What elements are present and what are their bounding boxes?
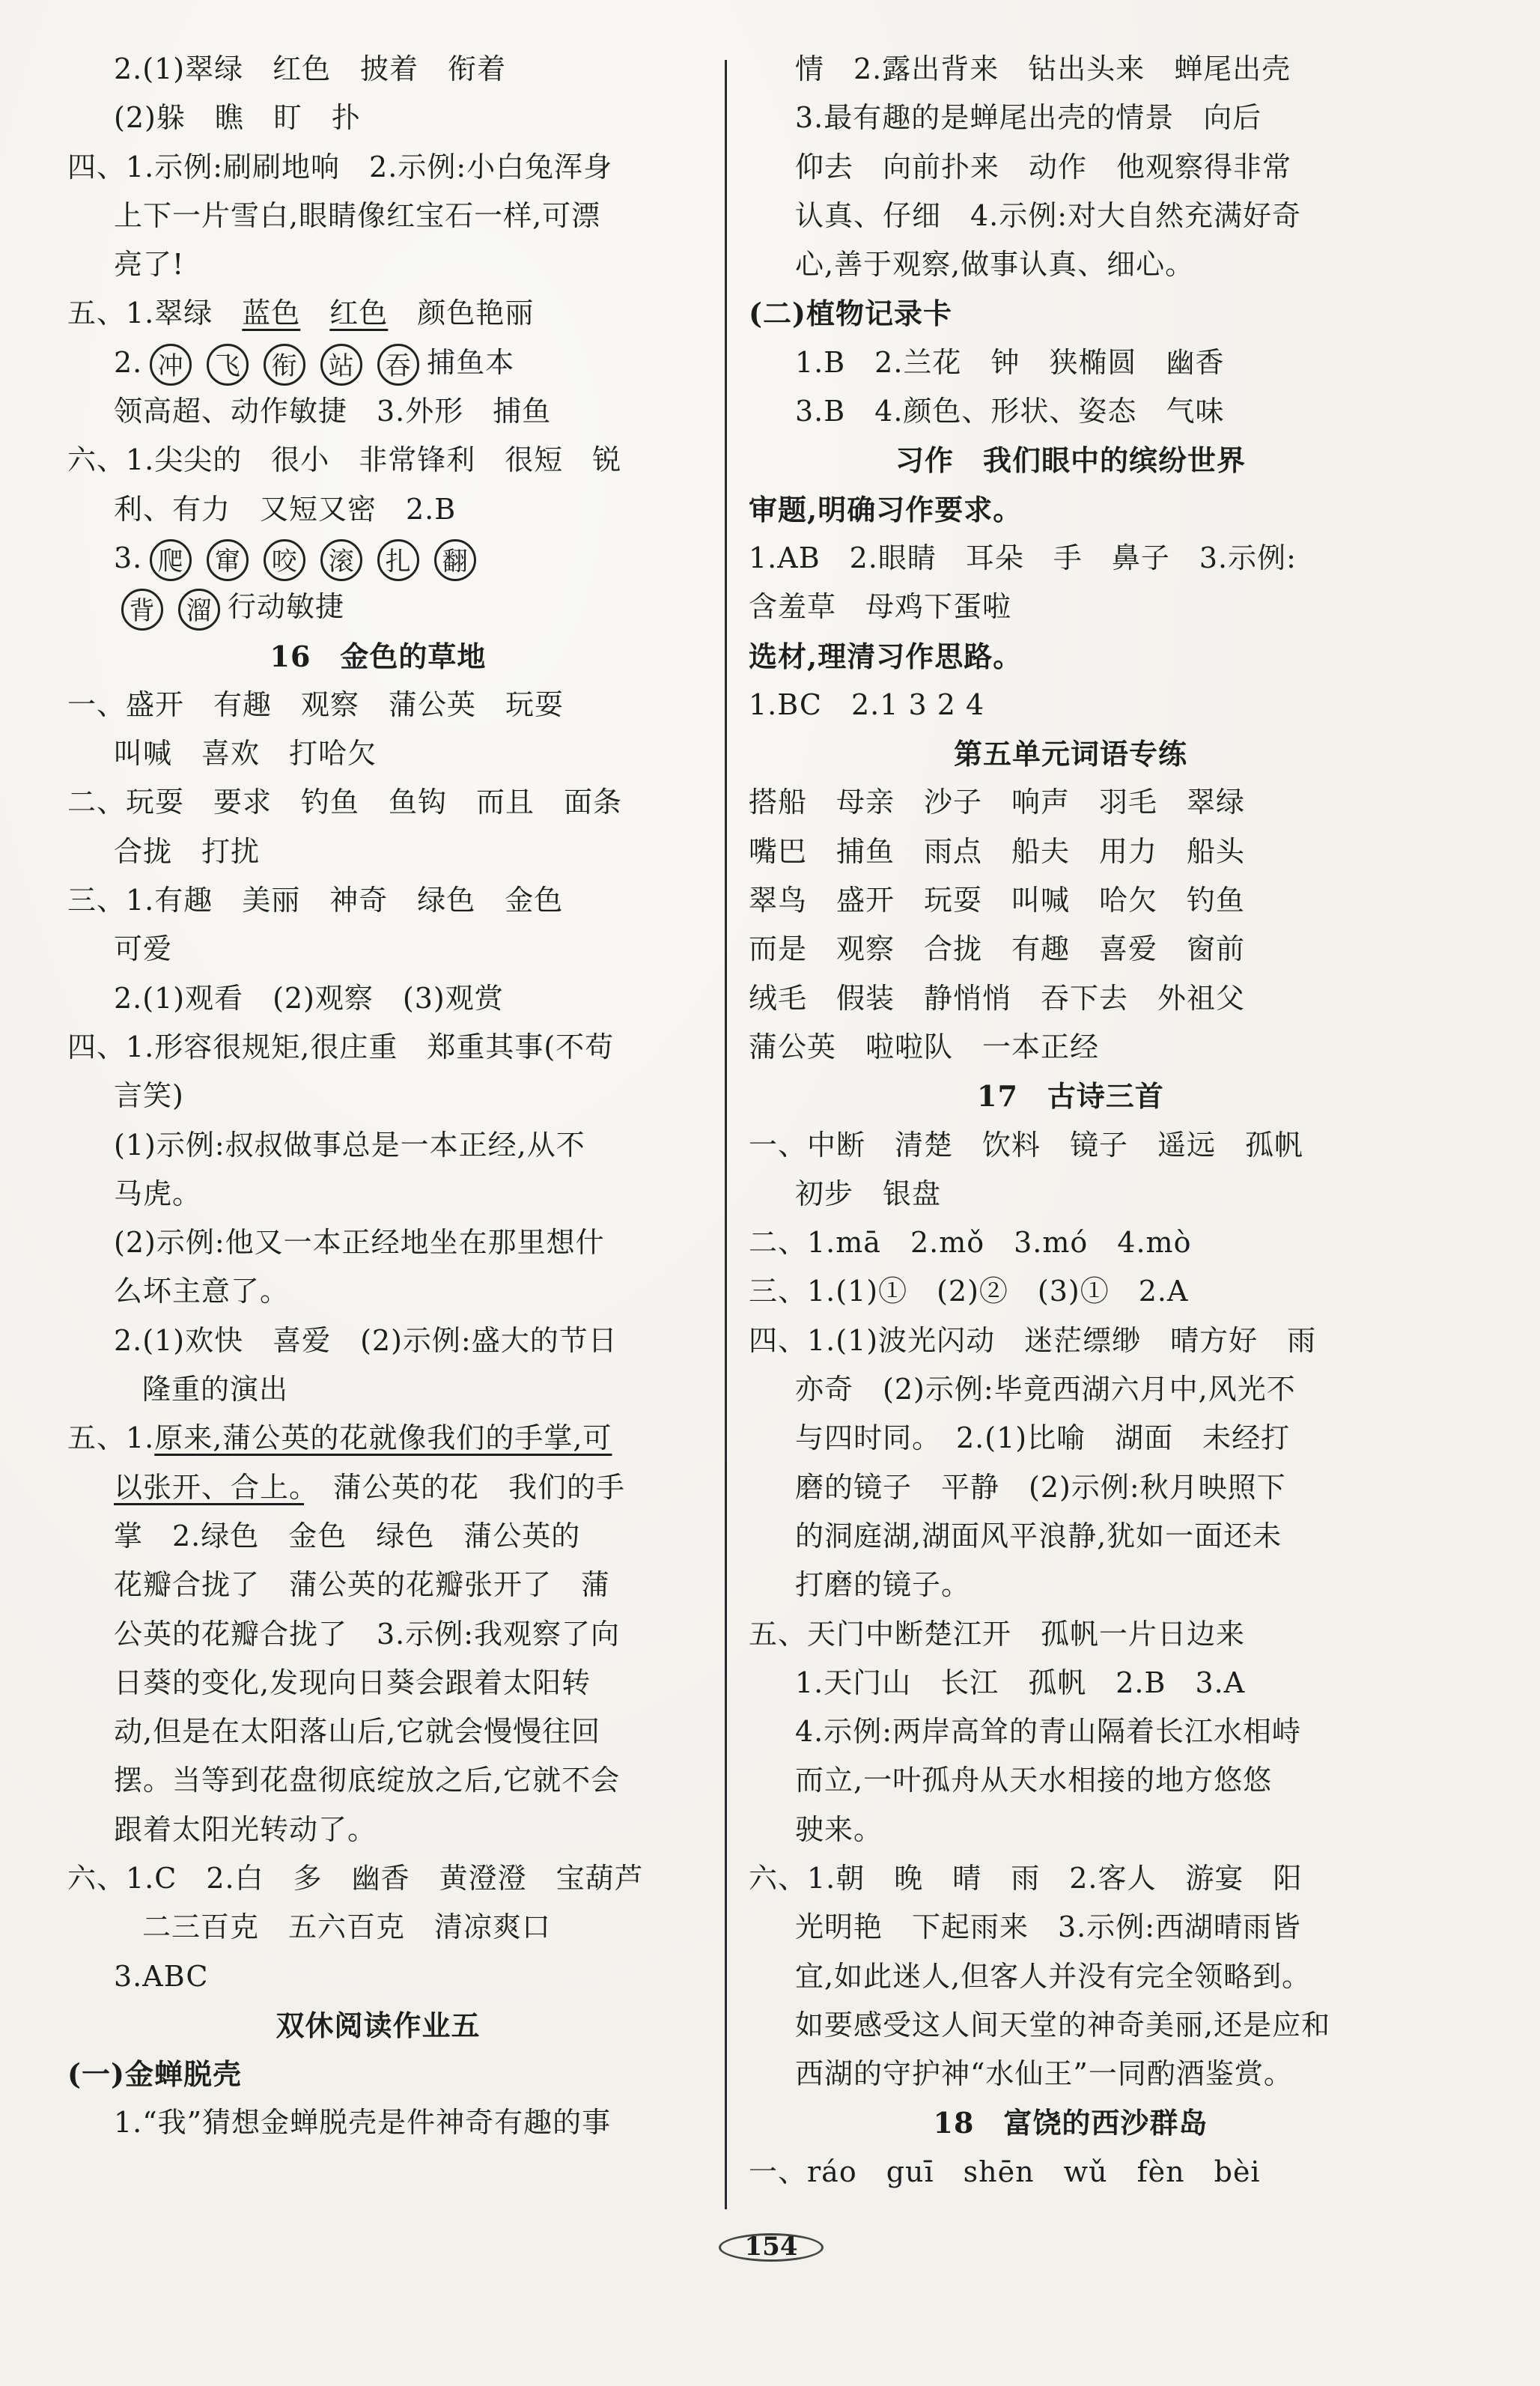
circled-character: 衔 <box>264 344 305 386</box>
answer-line <box>67 1414 689 1463</box>
line-text: 而立,一叶孤舟从天水相接的地方悠悠 <box>795 1764 1273 1797</box>
line-text: 仰去 向前扑来 动作 他观察得非常 <box>795 150 1292 183</box>
answer-line <box>749 2098 1393 2147</box>
answer-line <box>67 1463 689 1512</box>
answer-line <box>749 240 1393 289</box>
line-text: 上下一片雪白,眼睛像红宝石一样,可漂 <box>114 198 601 232</box>
line-text: 摆。当等到花盘彻底绽放之后,它就不会 <box>114 1764 621 1797</box>
line-text: 3.最有趣的是蝉尾出壳的情景 向后 <box>795 101 1262 135</box>
answer-line <box>67 828 689 876</box>
answer-line <box>749 192 1393 240</box>
line-text: 18 富饶的西沙群岛 <box>933 2106 1208 2140</box>
line-text: 亮了! <box>114 248 185 282</box>
answer-line <box>67 1218 689 1267</box>
answer-line <box>67 1806 689 1854</box>
line-text: 二、1.mā 2.mǒ 3.mó 4.mò <box>749 1226 1192 1260</box>
line-text: 17 古诗三首 <box>977 1079 1164 1114</box>
answer-line <box>67 778 689 827</box>
line-text: 么坏主意了。 <box>114 1275 290 1308</box>
line-text: 如要感受这人间天堂的神奇美丽,还是应和 <box>795 2008 1331 2042</box>
answer-line <box>749 45 1393 94</box>
answer-line <box>67 1365 689 1414</box>
answer-line <box>67 974 689 1023</box>
line-prefix: 2. <box>114 345 143 379</box>
line-text: 公英的花瓣合拢了 3.示例:我观察了向 <box>114 1617 621 1651</box>
answer-line <box>749 1854 1393 1903</box>
line-text: 一、ráo guī shēn wǔ fèn bèi <box>749 2155 1261 2188</box>
underlined-text: 红色 <box>329 297 389 330</box>
line-text: 四、1.形容很规矩,很庄重 郑重其事(不苟 <box>67 1030 615 1063</box>
answer-line <box>749 289 1393 338</box>
circled-character: 吞 <box>377 344 419 386</box>
line-text: 花瓣合拢了 蒲公英的花瓣张开了 蒲 <box>114 1568 611 1602</box>
answer-line <box>67 1756 689 1805</box>
answer-line <box>749 1952 1393 2001</box>
line-text: 含羞草 母鸡下蛋啦 <box>749 590 1012 624</box>
line-text: 马虎。 <box>114 1177 202 1210</box>
line-text: 六、1.尖尖的 很小 非常锋利 很短 锐 <box>67 443 622 477</box>
circled-character: 扎 <box>377 539 419 581</box>
answer-line <box>749 143 1393 192</box>
answer-line <box>749 729 1393 778</box>
line-text: 二、玩耍 要求 钓鱼 鱼钩 而且 面条 <box>67 786 623 819</box>
answer-line <box>749 1512 1393 1561</box>
answer-line <box>749 1610 1393 1659</box>
answer-line <box>67 339 689 387</box>
circled-character: 溜 <box>178 589 220 631</box>
line-text: 领高超、动作敏捷 3.外形 捕鱼 <box>114 395 552 428</box>
circled-character: 站 <box>320 344 362 386</box>
line-suffix: 捕鱼本 <box>427 345 515 379</box>
answer-line <box>749 387 1393 436</box>
line-text: 认真、仔细 4.示例:对大自然充满好奇 <box>795 198 1302 232</box>
answer-line <box>749 1463 1393 1512</box>
right-column <box>749 45 1393 2197</box>
line-text: 1.天门山 长江 孤帆 2.B 3.A <box>795 1666 1246 1699</box>
line-text: 4.示例:两岸高耸的青山隔着长江水相峙 <box>795 1715 1302 1749</box>
line-text: 嘴巴 捕鱼 雨点 船夫 用力 船头 <box>749 834 1246 868</box>
line-text: 利、有力 又短又密 2.B <box>114 492 457 526</box>
answer-line <box>67 45 689 94</box>
line-text: 双休阅读作业五 <box>276 2008 481 2042</box>
line-text: 3.ABC <box>114 1959 209 1993</box>
answer-line <box>67 2050 689 2098</box>
circled-character: 背 <box>121 589 163 631</box>
answer-line <box>749 339 1393 387</box>
underlined-text: 以张开、合上。 <box>114 1470 305 1504</box>
line-text: 可爱 <box>114 932 173 966</box>
answer-line <box>67 1512 689 1561</box>
line-text: (2)示例:他又一本正经地坐在那里想什 <box>114 1226 605 1260</box>
answer-line <box>749 828 1393 876</box>
answer-line <box>67 387 689 436</box>
answer-line <box>67 1023 689 1072</box>
answer-line <box>67 1659 689 1707</box>
line-text: 以张开、合上。 蒲公英的花 我们的手 <box>114 1470 626 1504</box>
answer-line <box>67 681 689 729</box>
answer-line <box>749 1806 1393 1854</box>
circled-character: 咬 <box>264 539 305 581</box>
line-text: 六、1.C 2.白 多 幽香 黄澄澄 宝葫芦 <box>67 1861 644 1895</box>
answer-line <box>67 143 689 192</box>
line-text: 1.“我”猜想金蝉脱壳是件神奇有趣的事 <box>114 2106 612 2140</box>
answer-line <box>749 681 1393 729</box>
answer-line <box>749 534 1393 583</box>
line-text: 1.BC 2.1 3 2 4 <box>749 687 985 721</box>
line-text: 叫喊 喜欢 打哈欠 <box>114 737 377 771</box>
line-text: 驶来。 <box>795 1812 883 1846</box>
answer-line <box>67 2098 689 2147</box>
left-column <box>67 45 689 2148</box>
line-text: 隆重的演出 <box>142 1373 289 1406</box>
circled-character: 滚 <box>320 539 362 581</box>
line-text: 合拢 打扰 <box>114 834 261 868</box>
answer-line <box>67 2001 689 2050</box>
line-suffix: 行动敏捷 <box>228 590 345 624</box>
page-number-text: 154 <box>744 2232 798 2262</box>
answer-line <box>67 94 689 142</box>
answer-line <box>67 534 689 583</box>
answer-line <box>749 2148 1393 2197</box>
answer-line <box>749 1707 1393 1756</box>
page-number <box>659 2217 883 2277</box>
line-text: 五、1.原来,蒲公英的花就像我们的手掌,可 <box>67 1421 612 1455</box>
line-text: 言笑) <box>114 1079 184 1113</box>
line-text: 2.(1)翠绿 红色 披着 衔着 <box>114 52 507 85</box>
line-text: 2.(1)欢快 喜爱 (2)示例:盛大的节日 <box>114 1323 618 1357</box>
answer-line <box>749 1756 1393 1805</box>
line-text: 初步 银盘 <box>795 1177 942 1210</box>
answer-line <box>67 1610 689 1659</box>
answer-line <box>749 778 1393 827</box>
answer-line <box>749 1170 1393 1218</box>
line-text: 动,但是在太阳落山后,它就会慢慢往回 <box>114 1715 601 1749</box>
answer-line <box>749 436 1393 485</box>
answer-line <box>749 974 1393 1023</box>
circled-character: 飞 <box>207 344 249 386</box>
answer-line <box>749 94 1393 142</box>
answer-line <box>67 289 689 338</box>
answer-line <box>749 1561 1393 1609</box>
line-text: 五、1.翠绿 蓝色 红色 颜色艳丽 <box>67 297 535 330</box>
line-text: 1.B 2.兰花 钟 狭椭圆 幽香 <box>795 345 1225 379</box>
answer-line <box>67 1854 689 1903</box>
underlined-text: 蓝色 <box>242 297 301 330</box>
answer-line <box>749 876 1393 925</box>
line-text: 习作 我们眼中的缤纷世界 <box>895 443 1246 478</box>
line-text: 西湖的守护神“水仙王”一同酌酒鉴赏。 <box>795 2057 1293 2091</box>
circled-character: 窜 <box>207 539 249 581</box>
circled-character: 爬 <box>150 539 192 581</box>
answer-line <box>67 632 689 681</box>
answer-line <box>67 1707 689 1756</box>
answer-line <box>749 1317 1393 1365</box>
line-text: 五、天门中断楚江开 孤帆一片日边来 <box>749 1617 1246 1651</box>
line-text: (2)躲 瞧 盯 扑 <box>114 101 361 135</box>
answer-line <box>749 2001 1393 2050</box>
line-text: 掌 2.绿色 金色 绿色 蒲公英的 <box>114 1519 581 1552</box>
answer-line <box>749 485 1393 534</box>
line-text: 三、1.有趣 美丽 神奇 绿色 金色 <box>67 884 564 917</box>
answer-line <box>749 1659 1393 1707</box>
answer-line <box>67 1952 689 2001</box>
answer-line <box>67 1170 689 1218</box>
line-text: 六、1.朝 晚 晴 雨 2.客人 游宴 阳 <box>749 1861 1303 1895</box>
line-text: 翠鸟 盛开 玩耍 叫喊 哈欠 钓鱼 <box>749 884 1246 917</box>
answer-line <box>67 240 689 289</box>
answer-line <box>67 729 689 778</box>
answer-line <box>749 1365 1393 1414</box>
answer-line <box>749 1218 1393 1267</box>
answer-line <box>67 925 689 974</box>
answer-line <box>749 2050 1393 2098</box>
answer-line <box>67 485 689 534</box>
line-text: 审题,明确习作要求。 <box>749 492 1023 526</box>
line-prefix: 3. <box>114 541 143 574</box>
line-text: 一、盛开 有趣 观察 蒲公英 玩耍 <box>67 687 564 721</box>
line-text: 3.B 4.颜色、形状、姿态 气味 <box>795 395 1225 428</box>
underlined-text: 原来,蒲公英的花就像我们的手掌,可 <box>154 1421 612 1455</box>
answer-line <box>67 1317 689 1365</box>
line-text: 1.AB 2.眼睛 耳朵 手 鼻子 3.示例: <box>749 541 1297 574</box>
answer-line <box>749 925 1393 974</box>
line-text: 第五单元词语专练 <box>953 737 1187 771</box>
line-text: 光明艳 下起雨来 3.示例:西湖晴雨皆 <box>795 1910 1302 1944</box>
answer-line <box>67 583 689 631</box>
line-text: 四、1.(1)波光闪动 迷茫缥缈 晴方好 雨 <box>749 1323 1317 1357</box>
answer-line <box>67 1267 689 1316</box>
circled-character: 冲 <box>150 344 192 386</box>
line-text: 与四时同。 2.(1)比喻 湖面 未经打 <box>795 1421 1291 1455</box>
line-text: 绒毛 假装 静悄悄 吞下去 外祖父 <box>749 981 1246 1015</box>
answer-line <box>67 192 689 240</box>
line-text: 一、中断 清楚 饮料 镜子 遥远 孤帆 <box>749 1128 1304 1162</box>
line-text: 磨的镜子 平静 (2)示例:秋月映照下 <box>795 1470 1286 1504</box>
answer-line <box>67 1903 689 1952</box>
circled-character: 翻 <box>434 539 476 581</box>
line-text: 二三百克 五六百克 清凉爽口 <box>142 1910 552 1944</box>
line-text: 宜,如此迷人,但客人并没有完全领略到。 <box>795 1959 1312 1993</box>
answer-line <box>749 632 1393 681</box>
line-text: 搭船 母亲 沙子 响声 羽毛 翠绿 <box>749 786 1246 819</box>
answer-line <box>749 583 1393 631</box>
line-text: 跟着太阳光转动了。 <box>114 1812 377 1846</box>
line-text: 心,善于观察,做事认真、细心。 <box>795 248 1195 282</box>
answer-line <box>749 1267 1393 1316</box>
line-text: 打磨的镜子。 <box>795 1568 971 1602</box>
line-text: (一)金蝉脱壳 <box>67 2057 242 2092</box>
answer-line <box>67 1561 689 1609</box>
column-divider <box>725 60 727 2209</box>
line-text: 三、1.(1)① (2)② (3)① 2.A <box>749 1275 1189 1308</box>
line-text: 亦奇 (2)示例:毕竟西湖六月中,风光不 <box>795 1373 1296 1406</box>
answer-line <box>67 876 689 925</box>
line-text: 四、1.示例:刷刷地响 2.示例:小白兔浑身 <box>67 150 613 183</box>
answer-line <box>749 1121 1393 1170</box>
line-text: 16 金色的草地 <box>270 639 487 673</box>
answer-line <box>749 1903 1393 1952</box>
line-text: 的洞庭湖,湖面风平浪静,犹如一面还未 <box>795 1519 1282 1552</box>
line-text: (二)植物记录卡 <box>749 297 952 331</box>
line-text: 选材,理清习作思路。 <box>749 639 1023 673</box>
answer-line <box>749 1414 1393 1463</box>
answer-line <box>67 1072 689 1120</box>
answer-line <box>67 436 689 485</box>
line-text: 日葵的变化,发现向日葵会跟着太阳转 <box>114 1666 591 1699</box>
line-text: (1)示例:叔叔做事总是一本正经,从不 <box>114 1128 585 1162</box>
line-text: 情 2.露出背来 钻出头来 蝉尾出壳 <box>795 52 1291 85</box>
answer-line <box>749 1072 1393 1120</box>
line-text: 2.(1)观看 (2)观察 (3)观赏 <box>114 981 504 1015</box>
line-text: 蒲公英 啦啦队 一本正经 <box>749 1030 1100 1063</box>
line-text: 而是 观察 合拢 有趣 喜爱 窗前 <box>749 932 1246 966</box>
answer-line <box>749 1023 1393 1072</box>
answer-line <box>67 1121 689 1170</box>
